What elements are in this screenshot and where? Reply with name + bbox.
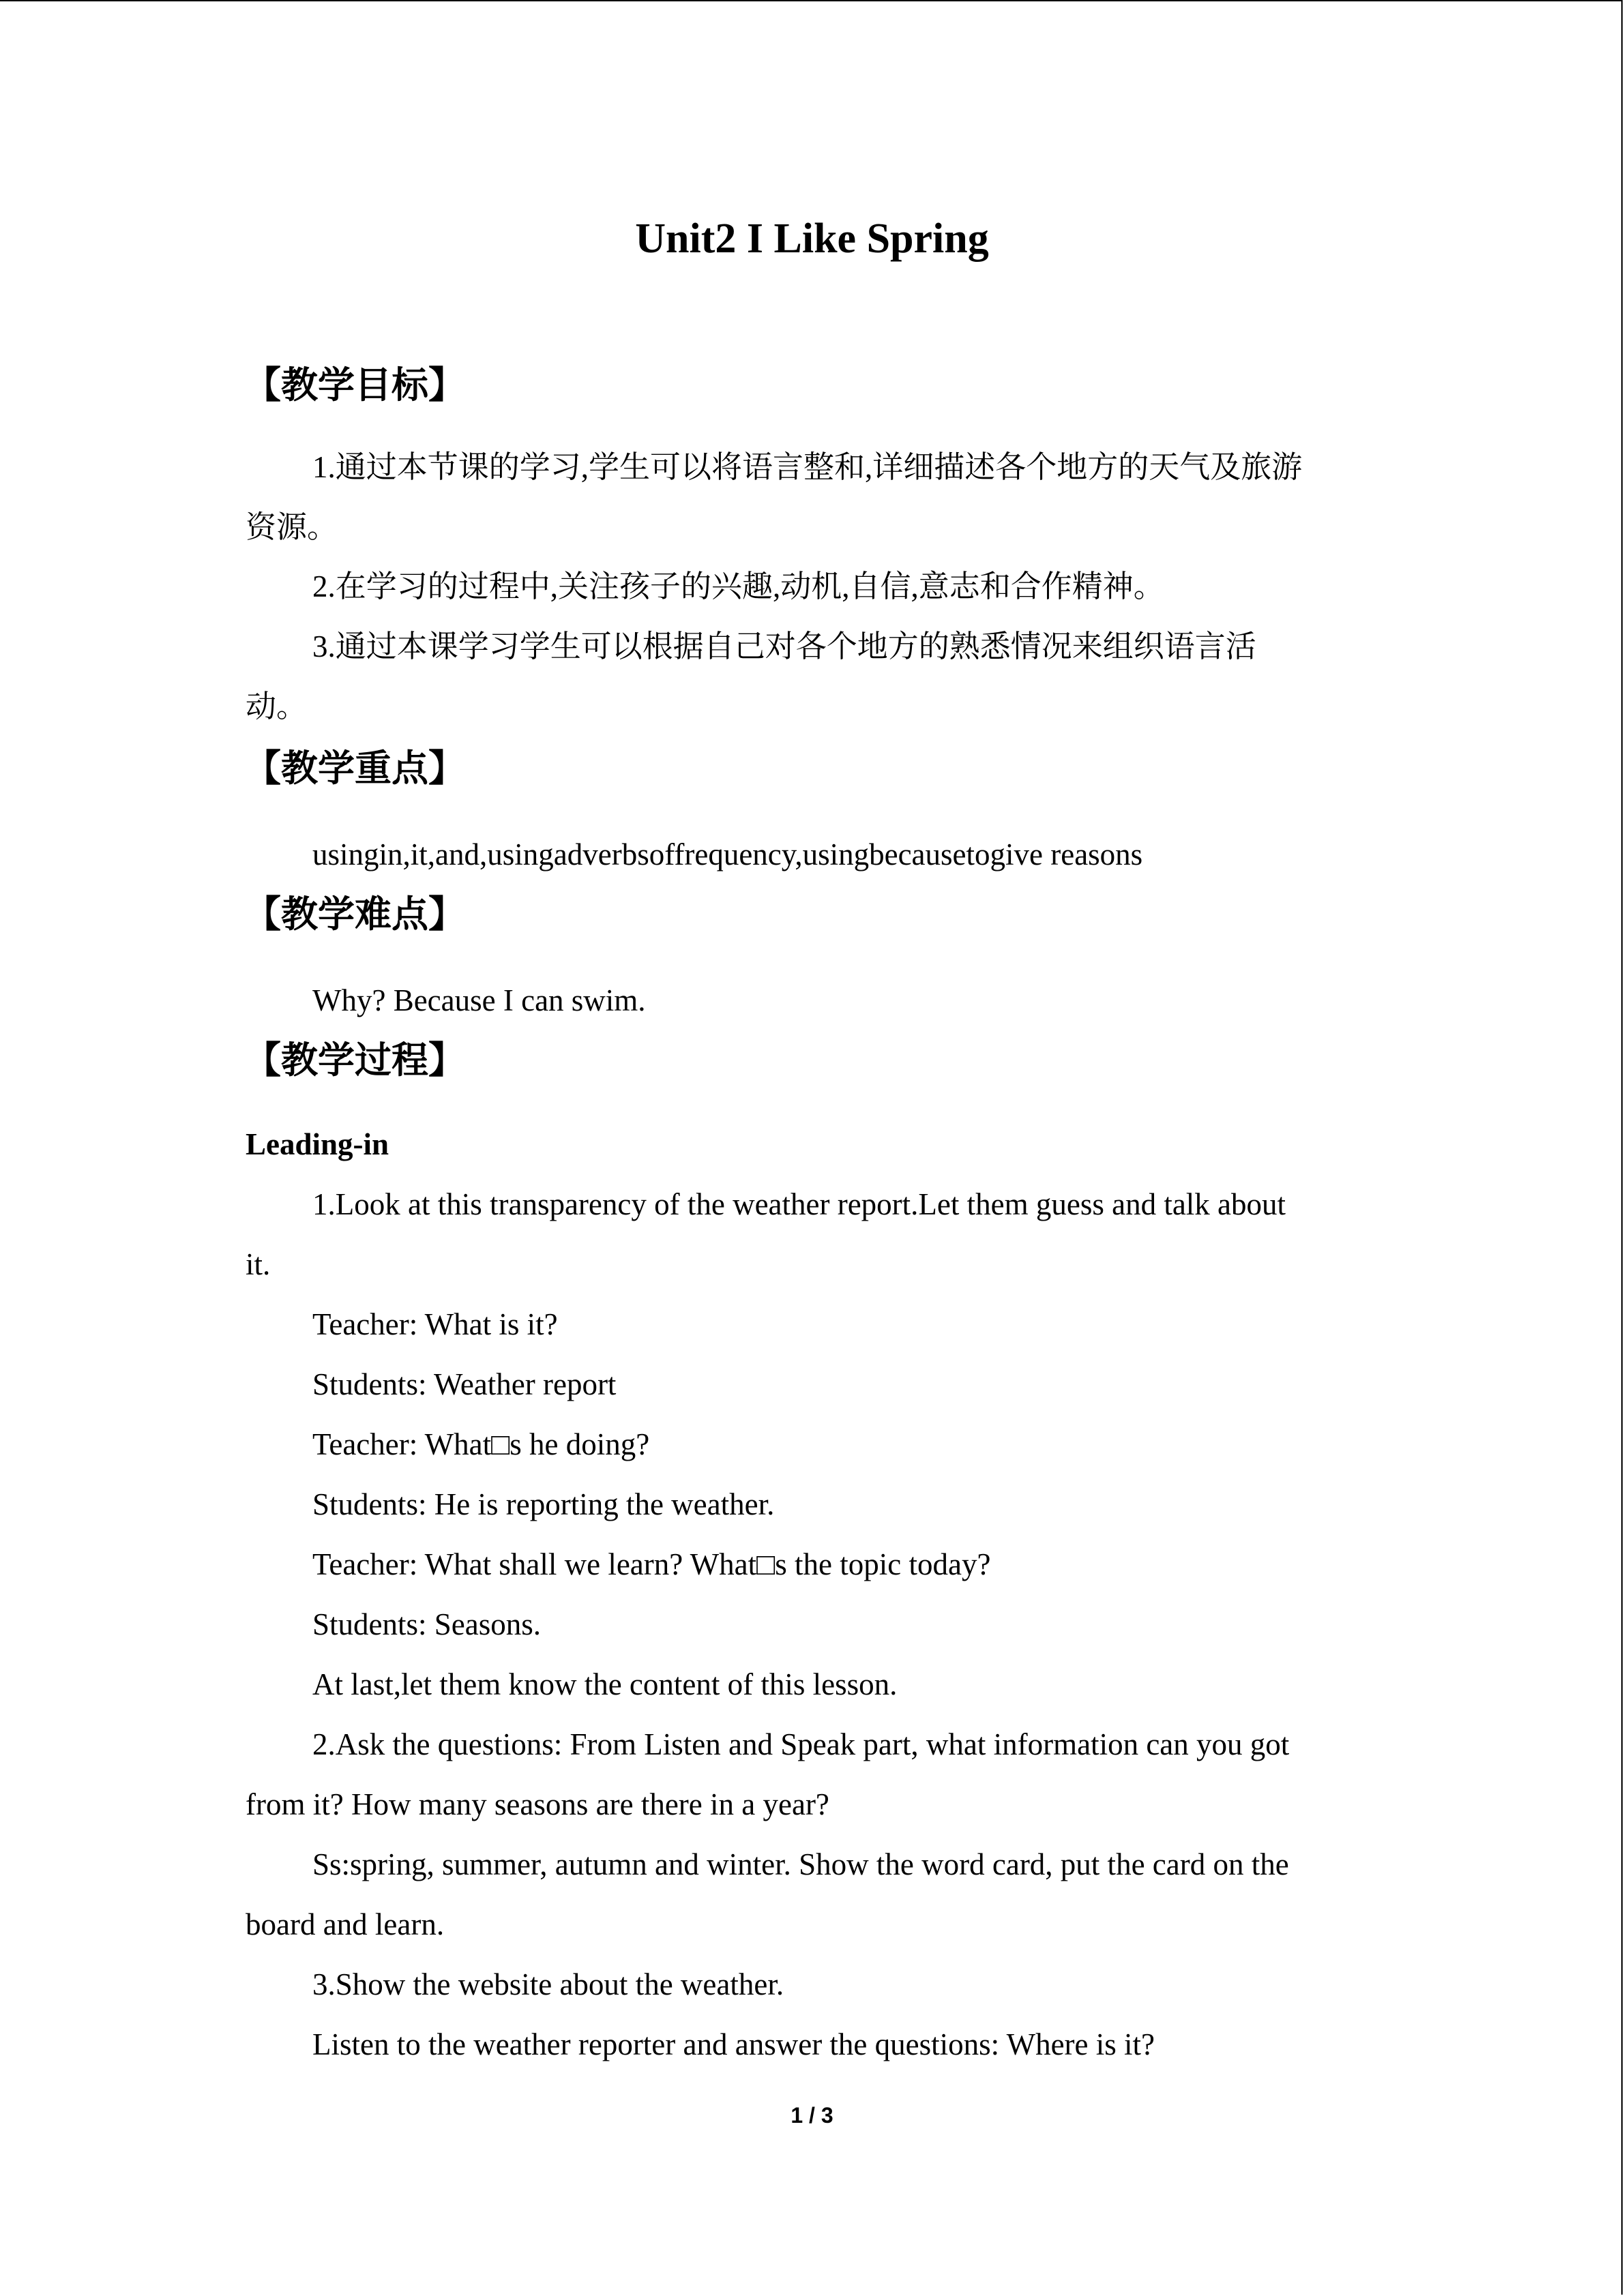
objective-line-1: 1.通过本节课的学习,学生可以将语言整和,详细描述各个地方的天气及旅游	[312, 450, 1303, 484]
subheading-leading-in: Leading-in	[246, 1127, 389, 1161]
heading-process: 【教学过程】	[244, 1039, 465, 1082]
process-line-14: 3.Show the website about the weather.	[312, 1967, 784, 2001]
objective-line-4: 3.通过本课学习学生可以根据自己对各个地方的熟悉情况来组织语言活	[312, 629, 1256, 664]
heading-key-points: 【教学重点】	[244, 747, 465, 790]
document-title: Unit2 I Like Spring	[635, 215, 989, 262]
page-number: 1 / 3	[791, 2103, 833, 2128]
objective-line-5: 动。	[246, 689, 308, 724]
process-line-12: Ss:spring, summer, autumn and winter. Show the word card, put the card on the	[312, 1847, 1289, 1881]
process-line-7: Teacher: What shall we learn? What□s the topic today?	[312, 1547, 991, 1581]
process-line-3: Teacher: What is it?	[312, 1307, 558, 1341]
process-line-4: Students: Weather report	[312, 1367, 617, 1401]
heading-difficulties: 【教学难点】	[244, 893, 465, 936]
process-line-15: Listen to the weather reporter and answer the questions: Where is it?	[312, 2027, 1155, 2061]
objective-line-2: 资源。	[246, 510, 338, 544]
process-line-10: 2.Ask the questions: From Listen and Speak part, what information can you got	[312, 1727, 1290, 1761]
process-line-13: board and learn.	[246, 1907, 445, 1941]
heading-objectives: 【教学目标】	[244, 363, 465, 406]
objective-line-3: 2.在学习的过程中,关注孩子的兴趣,动机,自信,意志和合作精神。	[312, 569, 1164, 603]
process-line-1: 1.Look at this transparency of the weather report.Let them guess and talk about	[312, 1187, 1286, 1221]
process-line-8: Students: Seasons.	[312, 1607, 542, 1641]
process-line-2: it.	[246, 1247, 271, 1281]
process-line-9: At last,let them know the content of this lesson.	[312, 1667, 898, 1701]
process-line-6: Students: He is reporting the weather.	[312, 1487, 775, 1521]
difficulty-line-1: Why? Because I can swim.	[312, 983, 646, 1017]
process-line-5: Teacher: What□s he doing?	[312, 1427, 650, 1461]
process-line-11: from it? How many seasons are there in a year?	[246, 1787, 829, 1821]
key-point-line-1: usingin,it,and,usingadverbsoffrequency,usingbecausetogive reasons	[312, 837, 1143, 871]
